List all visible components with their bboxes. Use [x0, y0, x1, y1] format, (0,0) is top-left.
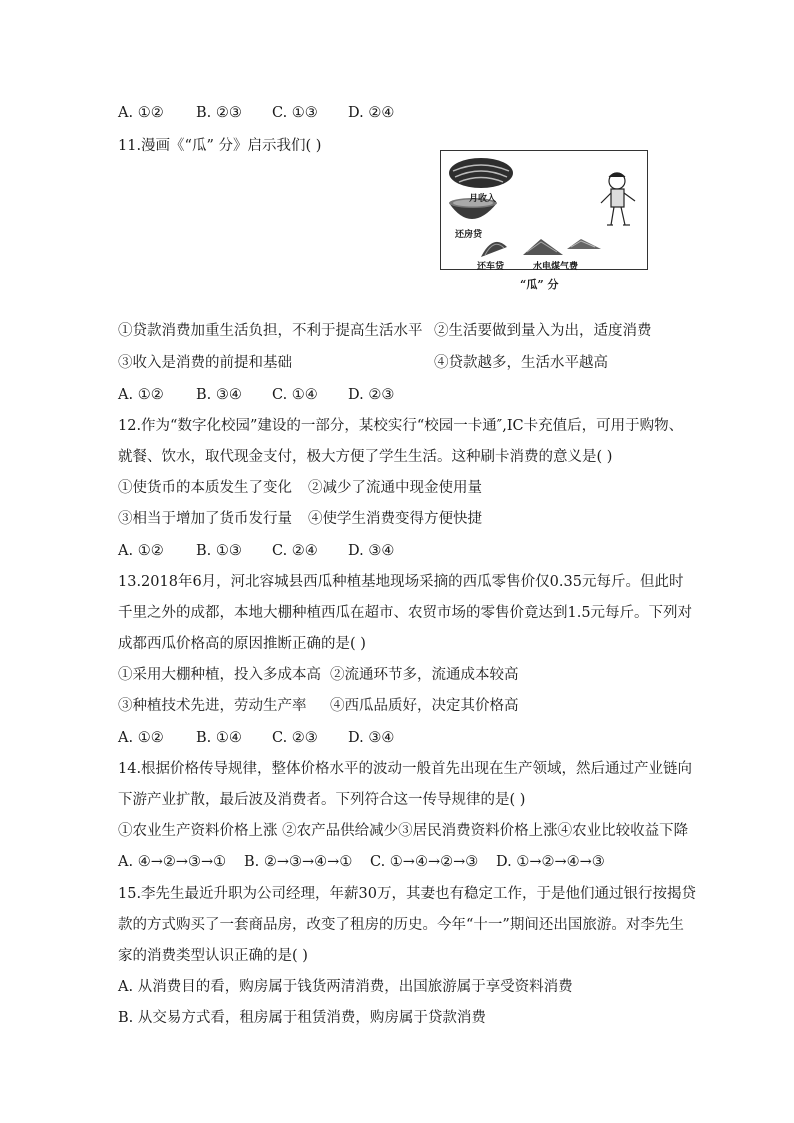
q13-statement-3: ③种植技术先进，劳动生产率	[118, 698, 307, 714]
q10-option-d: D. ②④	[348, 105, 395, 121]
q15-stem-line-2: 款的方式购买了一套商品房，改变了租房的历史。今年“十一”期间还出国旅游。对李先生	[118, 917, 684, 933]
q13-option-b: B. ①④	[196, 730, 242, 746]
q13-statement-2: ②流通环节多，流通成本较高	[330, 667, 519, 683]
q12-option-d: D. ③④	[348, 543, 395, 559]
q14-option-a: A. ④→②→③→①	[118, 854, 227, 870]
q12-option-c: C. ②④	[272, 543, 318, 559]
q13-option-d: D. ③④	[348, 730, 395, 746]
q14-stem-line-2: 下游产业扩散，最后波及消费者。下列符合这一传导规律的是( )	[118, 792, 526, 808]
q13-stem-line-1: 13.2018年6月，河北容城县西瓜种植基地现场采摘的西瓜零售价仅0.35元每斤。但此时	[118, 574, 684, 590]
q10-options	[118, 103, 394, 123]
q12-option-a: A. ①②	[118, 543, 164, 559]
q11-cartoon-figure	[440, 150, 648, 270]
q14-option-c: C. ①→④→②→③	[370, 854, 479, 870]
q10-option-a: A. ①②	[118, 105, 164, 121]
q13-options	[118, 728, 394, 748]
q15-option-b: B. 从交易方式看，租房属于租赁消费，购房属于贷款消费	[118, 1010, 486, 1026]
q14-option-b: B. ②→③→④→①	[244, 854, 353, 870]
q12-options	[118, 541, 394, 561]
q13-statement-1: ①采用大棚种植，投入多成本高	[118, 667, 321, 683]
q14-statements: ①农业生产资料价格上涨 ②农产品供给减少③居民消费资料价格上涨④农业比较收益下降	[118, 823, 689, 839]
q11-option-d: D. ②③	[348, 387, 395, 403]
q11-options	[118, 385, 394, 405]
q12-statement-4: ④使学生消费变得方便快捷	[308, 511, 482, 527]
person-icon	[601, 173, 635, 225]
small-slice-icon	[481, 242, 507, 257]
q13-stem-line-3: 成都西瓜价格高的原因推断正确的是( )	[118, 636, 366, 652]
q11-option-a: A. ①②	[118, 387, 164, 403]
figure-caption: “瓜” 分	[520, 278, 559, 291]
q14-option-d: D. ①→②→④→③	[496, 854, 605, 870]
q11-option-b: B. ③④	[196, 387, 242, 403]
q11-statement-4: ④贷款越多，生活水平越高	[434, 355, 608, 371]
q13-stem-line-2: 千里之外的成都，本地大棚种植西瓜在超市、农贸市场的零售价竟达到1.5元每斤。下列对	[118, 605, 693, 621]
label-house-loan: 还房贷	[455, 230, 483, 240]
q15-option-a: A. 从消费目的看，购房属于钱货两清消费，出国旅游属于享受资料消费	[118, 979, 573, 995]
q15-stem-line-1: 15.李先生最近升职为公司经理，年薪30万，其妻也有稳定工作，于是他们通过银行按揭贷	[118, 886, 697, 902]
q13-option-c: C. ②③	[272, 730, 318, 746]
q15-stem-line-3: 家的消费类型认识正确的是( )	[118, 948, 308, 964]
q12-statement-2: ②减少了流通中现金使用量	[308, 480, 482, 496]
q11-statement-1: ①贷款消费加重生活负担，不利于提高生活水平	[118, 323, 423, 339]
q12-stem-line-2: 就餐、饮水，取代现金支付，极大方便了学生生活。这种刷卡消费的意义是( )	[118, 449, 613, 465]
q11-statement-2: ②生活要做到量入为出，适度消费	[434, 323, 652, 339]
label-income: 月收入	[469, 194, 497, 204]
q12-statement-3: ③相当于增加了货币发行量	[118, 511, 292, 527]
q12-statement-1: ①使货币的本质发生了变化	[118, 480, 292, 496]
whole-watermelon-icon	[449, 158, 513, 188]
q14-stem-line-1: 14.根据价格传导规律，整体价格水平的波动一般首先出现在生产领域，然后通过产业链向	[118, 761, 693, 777]
q10-option-b: B. ②③	[196, 105, 242, 121]
triangle-slice-icon	[523, 239, 601, 255]
q13-statement-4: ④西瓜品质好，决定其价格高	[330, 698, 519, 714]
q10-option-c: C. ①③	[272, 105, 318, 121]
q13-option-a: A. ①②	[118, 730, 164, 746]
q11-stem: 11.漫画《“瓜” 分》启示我们( )	[118, 138, 322, 154]
q11-statement-3: ③收入是消费的前提和基础	[118, 355, 292, 371]
q14-options	[118, 852, 605, 872]
label-car-loan: 还车贷	[477, 262, 505, 272]
q11-option-c: C. ①④	[272, 387, 318, 403]
label-utilities: 水电煤气费	[533, 262, 579, 272]
cartoon-illustration	[441, 151, 647, 269]
q12-stem-line-1: 12.作为“数字化校园”建设的一部分，某校实行“校园一卡通″,IC卡充值后，可用于购物、	[118, 418, 684, 434]
q12-option-b: B. ①③	[196, 543, 242, 559]
